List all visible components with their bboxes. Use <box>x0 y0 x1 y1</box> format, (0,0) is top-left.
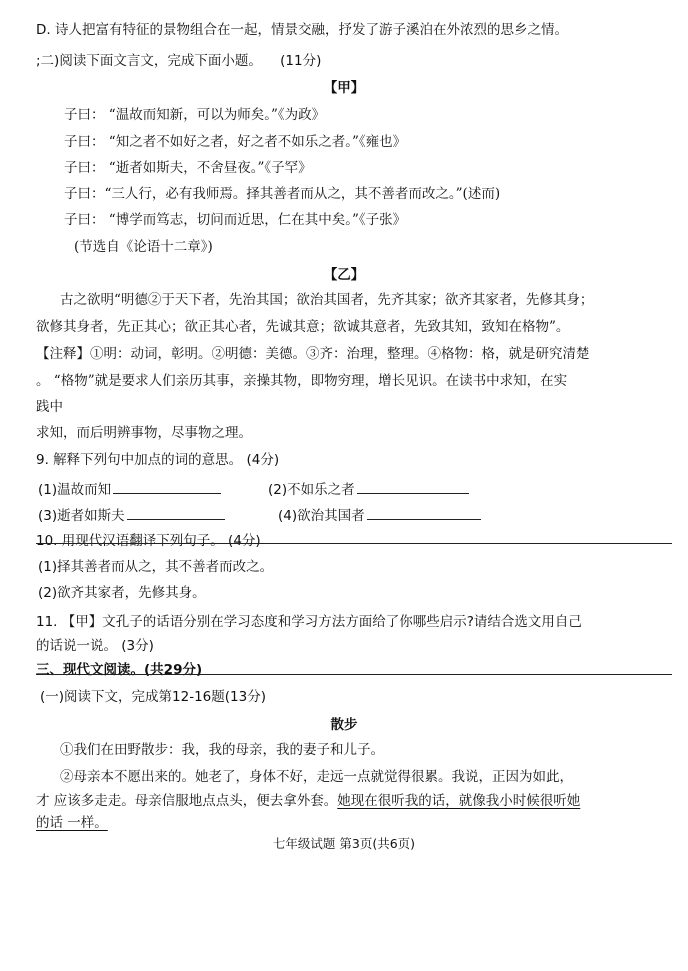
q9-answer-blank-3[interactable] <box>127 505 225 520</box>
yi-line-1: 古之欲明“明德②于天下者，先治其国；欲治其国者，先齐其家；欲齐其家者，先修其身； <box>60 292 594 308</box>
section-2-heading <box>36 51 321 71</box>
section-3-divider-line <box>36 674 672 675</box>
essay-p2-text: 才 应该多走走。母亲信服地点点头，便去拿外套。 <box>36 793 338 809</box>
poem-option-d: D. 诗人把富有特征的景物组合在一起，情景交融，抒发了游子溪泊在外浓烈的思乡之情。 <box>36 22 568 38</box>
jia-line-3: 子曰： “逝者如斯夫，不舍昼夜。”《子罕》 <box>64 160 312 176</box>
q9-answer-blank-1[interactable] <box>113 479 221 494</box>
q10-divider-line <box>36 543 672 544</box>
q9-answer-blank-4[interactable] <box>367 505 481 520</box>
essay-paragraph-1: ①我们在田野散步：我，我的母亲，我的妻子和儿子。 <box>60 742 384 758</box>
section-2-score: (11分) <box>280 53 322 69</box>
section-2-title: ;二)阅读下面文言文，完成下面小题。 <box>36 53 262 69</box>
q9-item-4-label: (4)欲治其国者 <box>278 508 365 524</box>
yi-note-3: 践中 <box>36 399 63 415</box>
essay-paragraph-2-line-2 <box>36 791 580 811</box>
jia-line-1: 子曰： “温故而知新，可以为师矣。”《为政》 <box>64 107 326 123</box>
q9-item-2-label: (2)不如乐之者 <box>268 482 355 498</box>
jia-heading: 【甲】 <box>323 80 365 96</box>
q9-stem: 9. 解释下列句中加点的词的意思。 (4分) <box>36 452 280 468</box>
yi-note-2: 。 “格物”就是要求人们亲历其事，亲操其物，即物穷理，增长见识。在读书中求知，在实 <box>36 373 568 389</box>
q9-answer-blank-2[interactable] <box>357 479 469 494</box>
jia-line-5: 子曰： “博学而笃志，切问而近思，仁在其中矣。”《子张》 <box>64 212 407 228</box>
essay-p2-underlined-text: 她现在很听我的话，就像我小时候很听她 <box>337 793 581 809</box>
essay-paragraph-2-line-1: ②母亲本不愿出来的。她老了，身体不好，走远一点就觉得很累。我说，正因为如此， <box>60 769 573 785</box>
q10-stem: 10. 用现代汉语翻译下列句子。 (4分) <box>36 533 261 549</box>
essay-title: 散步 <box>330 717 358 733</box>
yi-heading: 【乙】 <box>323 267 365 283</box>
jia-line-4: 子曰：“三人行，必有我师焉。择其善者而从之，其不善者而改之。”(述而) <box>64 186 501 202</box>
jia-source: (节选自《论语十二章》) <box>74 239 213 255</box>
q9-item-3[interactable] <box>38 505 225 526</box>
jia-line-2: 子曰： “知之者不如好之者，好之者不如乐之者。”《雍也》 <box>64 134 407 150</box>
page-footer: 七年级试题 第3页(共6页) <box>272 836 416 851</box>
q9-item-2[interactable] <box>268 479 469 500</box>
q9-item-1[interactable] <box>38 479 221 500</box>
q10-item-2: (2)欲齐其家者，先修其身。 <box>38 585 206 601</box>
q10-item-1: (1)择其善者而从之，其不善者而改之。 <box>38 559 274 575</box>
q11-line-2: 的话说一说。 (3分) <box>36 638 154 654</box>
q11-line-1: 11. 【甲】文孔子的话语分别在学习态度和学习方法方面给了你哪些启示?请结合选文用自己 <box>36 614 582 630</box>
section-3-title: 三、现代文阅读。(共29分) <box>36 662 203 678</box>
q9-item-3-label: (3)逝者如斯夫 <box>38 508 125 524</box>
q9-item-4[interactable] <box>278 505 481 526</box>
yi-note-1: 【注释】①明：动词，彰明。②明德：美德。③齐：治理，整理。④格物：格，就是研究清楚 <box>36 346 590 362</box>
part-1-title: (一)阅读下文，完成第12-16题(13分) <box>40 689 266 705</box>
q9-item-1-label: (1)温故而知 <box>38 482 112 498</box>
yi-note-4: 求知，而后明辨事物，尽事物之理。 <box>36 425 252 441</box>
essay-paragraph-2-line-3: 的话 一样。 <box>36 815 108 831</box>
yi-line-2: 欲修其身者，先正其心；欲正其心者，先诚其意；欲诚其意者，先致其知，致知在格物”。 <box>36 319 570 335</box>
